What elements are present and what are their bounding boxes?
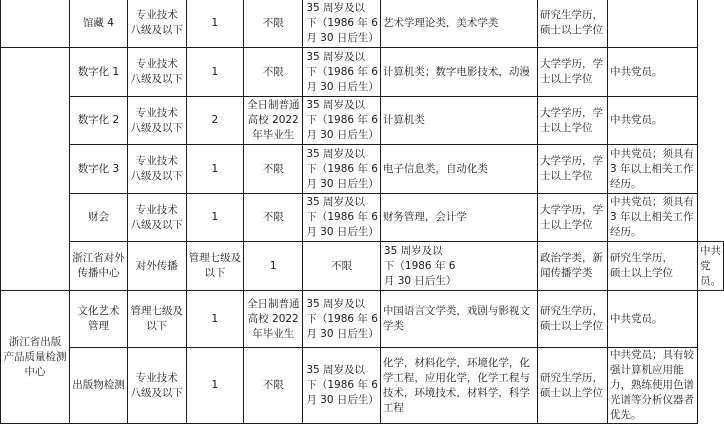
unit-cell bbox=[1, 48, 70, 291]
age-cell: 35 周岁及以 下（1986 年 6 月 30 日后生） bbox=[303, 145, 381, 194]
source-cell: 不限 bbox=[303, 242, 381, 291]
education-cell: 大学学历，学 士以上学位 bbox=[538, 194, 608, 242]
major-cell: 化学，材料化学，环境化学，化学工程，应用化学，化学工程与技术，环境技术，材料学，科学工程 bbox=[380, 348, 537, 424]
grade-cell: 管理七级及 以下 bbox=[127, 291, 186, 348]
source-cell: 不限 bbox=[244, 0, 303, 48]
education-cell: 研究生学历， 硕士以上学位 bbox=[538, 291, 608, 348]
count-cell: 1 bbox=[244, 242, 303, 291]
age-cell: 35 周岁及以 下（1986 年 6 月 30 日后生） bbox=[380, 242, 537, 291]
source-cell: 不限 bbox=[244, 48, 303, 97]
count-cell: 1 bbox=[186, 48, 244, 97]
other-cell: 中共党员；须具有 3 年以上相关工作经历。 bbox=[607, 145, 697, 194]
count-cell: 1 bbox=[186, 348, 244, 424]
age-cell: 35 周岁及以 下（1986 年 6 月 30 日后生） bbox=[303, 97, 381, 145]
table-row bbox=[1, 291, 724, 348]
major-cell: 艺术学理论类，美术学类 bbox=[380, 0, 537, 48]
education-cell: 大学学历，学 士以上学位 bbox=[538, 48, 608, 97]
table-row bbox=[1, 48, 724, 97]
age-cell: 35 周岁及以 下（1986 年 6 月 30 日后生） bbox=[303, 194, 381, 242]
other-cell: 中共党员。 bbox=[607, 291, 697, 348]
other-cell: 中共党员。 bbox=[607, 97, 697, 145]
position-cell: 财会 bbox=[69, 194, 127, 242]
source-cell: 不限 bbox=[244, 348, 303, 424]
table-row bbox=[1, 348, 724, 424]
table-row bbox=[1, 0, 724, 48]
major-cell: 电子信息类，自动化类 bbox=[380, 145, 537, 194]
position-cell: 馆藏 4 bbox=[69, 0, 127, 48]
position-cell: 数字化 3 bbox=[69, 145, 127, 194]
other-cell: 中共党员。 bbox=[698, 242, 724, 291]
education-cell: 研究生学历， 硕士以上学位 bbox=[538, 348, 608, 424]
grade-cell: 专业技术 八级及以下 bbox=[127, 194, 186, 242]
position-cell: 数字化 1 bbox=[69, 48, 127, 97]
table-row bbox=[1, 242, 724, 291]
grade-cell: 专业技术 八级及以下 bbox=[127, 48, 186, 97]
unit-cell: 浙江省对外 传播中心 bbox=[69, 242, 127, 291]
source-cell: 全日制普通 高校 2022 年毕业生 bbox=[244, 97, 303, 145]
position-cell: 出版物检测 bbox=[69, 348, 127, 424]
table-row bbox=[1, 97, 724, 145]
grade-cell: 管理七级及 以下 bbox=[186, 242, 244, 291]
table-row bbox=[1, 145, 724, 194]
major-cell: 财务管理，会计学 bbox=[380, 194, 537, 242]
other-cell: 中共党员；须具有 3 年以上相关工作经历。 bbox=[607, 194, 697, 242]
major-cell: 计算机类；数字电影技术，动漫 bbox=[380, 48, 537, 97]
grade-cell: 专业技术 八级及以下 bbox=[127, 97, 186, 145]
unit-cell bbox=[1, 0, 70, 48]
education-cell: 研究生学历， 硕士以上学位 bbox=[607, 242, 697, 291]
education-cell: 大学学历，学 士以上学位 bbox=[538, 97, 608, 145]
unit-cell: 浙江省出版 产品质量检测 中心 bbox=[1, 291, 70, 424]
other-cell: 中共党员；具有较强计算机应用能力，熟练使用色谱光谱等分析仪器者优先。 bbox=[607, 348, 697, 424]
age-cell: 35 周岁及以 下（1986 年 6 月 30 日后生） bbox=[303, 291, 381, 348]
count-cell: 1 bbox=[186, 0, 244, 48]
position-cell: 文化艺术 管理 bbox=[69, 291, 127, 348]
grade-cell: 专业技术 八级及以下 bbox=[127, 145, 186, 194]
table-row bbox=[1, 194, 724, 242]
count-cell: 2 bbox=[186, 97, 244, 145]
grade-cell: 专业技术 八级及以下 bbox=[127, 0, 186, 48]
age-cell: 35 周岁及以 下（1986 年 6 月 30 日后生） bbox=[303, 0, 381, 48]
count-cell: 1 bbox=[186, 145, 244, 194]
source-cell: 不限 bbox=[244, 145, 303, 194]
grade-cell: 专业技术 八级及以下 bbox=[127, 348, 186, 424]
source-cell: 不限 bbox=[244, 194, 303, 242]
position-cell: 数字化 2 bbox=[69, 97, 127, 145]
count-cell: 1 bbox=[186, 291, 244, 348]
position-cell: 对外传播 bbox=[127, 242, 186, 291]
major-cell: 政治学类，新闻传播学类 bbox=[538, 242, 608, 291]
education-cell: 研究生学历， 硕士以上学位 bbox=[538, 0, 608, 48]
major-cell: 中国语言文学类，戏剧与影视文学类 bbox=[380, 291, 537, 348]
other-cell bbox=[607, 0, 697, 48]
other-cell: 中共党员。 bbox=[607, 48, 697, 97]
age-cell: 35 周岁及以 下（1986 年 6 月 30 日后生） bbox=[303, 348, 381, 424]
education-cell: 大学学历，学 士以上学位 bbox=[538, 145, 608, 194]
age-cell: 35 周岁及以 下（1986 年 6 月 30 日后生） bbox=[303, 48, 381, 97]
major-cell: 计算机类 bbox=[380, 97, 537, 145]
count-cell: 1 bbox=[186, 194, 244, 242]
source-cell: 全日制普通 高校 2022 年毕业生 bbox=[244, 291, 303, 348]
